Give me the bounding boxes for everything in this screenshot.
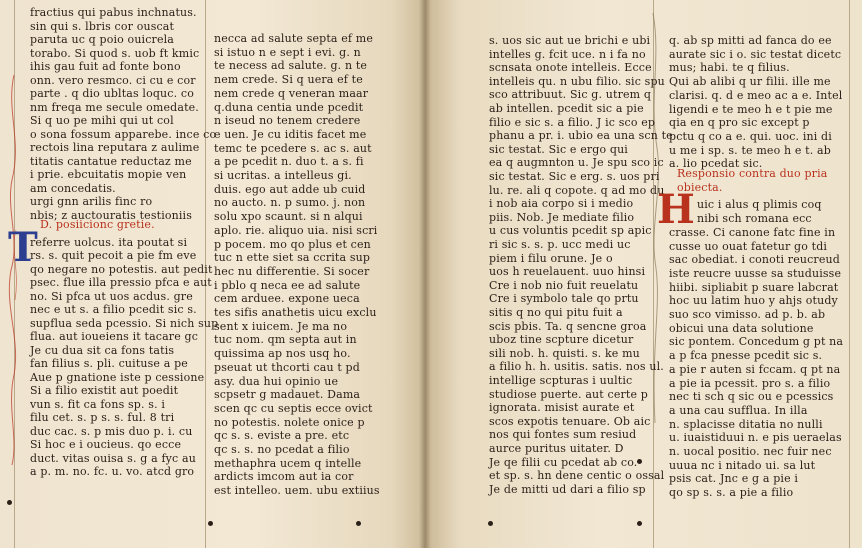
- text-line: Je de mitti ud dari a filio sp: [489, 482, 646, 496]
- binding-hole: [488, 521, 493, 526]
- text-line: sic testat. Sic e erg. s. uos pri: [489, 170, 660, 183]
- text-line: si ucritas. a intelleus gi.: [214, 169, 352, 182]
- text-line: clarisi. q. d e meo ac a e. Intel: [669, 88, 843, 102]
- binding-hole: [7, 500, 12, 505]
- binding-hole: [356, 521, 361, 526]
- text-line: a pe pcedit n. duo t. a s. fi: [214, 155, 364, 169]
- text-line: parte . q dio ubltas loquc. co: [30, 87, 194, 100]
- text-line: n. splacisse ditatia no nulli: [669, 417, 823, 431]
- text-line: intelles g. fcit uce. n i fa no: [489, 47, 646, 61]
- text-line: rs. s. quit pecoit a pie fm eve: [30, 249, 197, 262]
- text-line: Si q uo pe mihi qui ut col: [30, 114, 174, 127]
- text-line: onn. vero resmco. ci cu e cor: [30, 73, 196, 87]
- text-line: intellige scpturas i uultic: [489, 374, 633, 387]
- text-line: n. uocal positio. nec fuir nec: [669, 445, 832, 458]
- text-line: sin qui s. lbris cor ouscat: [30, 19, 175, 33]
- text-line: psec. flue illa pressio pfca e aut: [30, 276, 212, 289]
- text-line: referre uolcus. ita poutat si: [30, 235, 188, 249]
- binding-hole: [637, 521, 642, 526]
- binding-hole: [208, 521, 213, 526]
- text-line: tuc n ette siet sa ccrita sup: [214, 251, 371, 265]
- margin-rule: [849, 0, 850, 548]
- text-line: obicui una data solutione: [669, 321, 814, 335]
- text-line: aplo. rie. aliquo uia. nisi scri: [214, 223, 378, 237]
- illuminated-initial: H: [657, 186, 695, 233]
- text-line: Je cu dua sit ca fons tatis: [30, 343, 175, 357]
- text-line: qc s. s. eviste a pre. etc: [214, 429, 350, 443]
- text-line: duc cac. s. p mis duo p. i. cu: [30, 424, 193, 438]
- text-line: hiibi. sipliabit p suare labcrat: [669, 280, 839, 294]
- text-line: pseuat ut thcorti cau t pd: [214, 360, 360, 374]
- text-line: scis pbis. Ta. q sencne groa: [489, 319, 647, 333]
- text-line: ignorata. misist aurate et: [489, 401, 635, 415]
- text-line: ihis gau fuit ad fonte bono: [30, 60, 181, 73]
- text-line: u cus voluntis pcedit sp apic: [489, 224, 652, 238]
- text-line: a p. m. no. fc. u. vo. atcd gro: [30, 465, 195, 478]
- text-line: temc te pcedere s. ac s. aut: [214, 141, 372, 155]
- text-line: nec ti sch q sic ou e pcessics: [669, 390, 834, 404]
- text-line: nem crede. Si q uera ef te: [214, 73, 363, 87]
- text-line: psis cat. Jnc e g a pie i: [669, 472, 799, 486]
- text-line: nos qui fontes sum resiud: [489, 428, 637, 442]
- text-line: hoc uu latim huo y ahjs otudy: [669, 294, 838, 308]
- text-line: ab intellen. pcedit sic a pie: [489, 102, 644, 115]
- text-line: u me i sp. s. te meo h e t. ab: [669, 143, 831, 157]
- text-line: uboz tine scpture dicetur: [489, 333, 634, 347]
- text-line: piis. Nob. Je mediate filio: [489, 210, 635, 224]
- text-line: u. iuaistiduui n. e pis ueraelas: [669, 431, 842, 445]
- book-gutter: [419, 0, 431, 548]
- text-line: fan filius s. pli. cuituse a pe: [30, 357, 188, 370]
- text-line: phanu a pr. i. ubio ea una scn te: [489, 129, 673, 143]
- text-line: titatis cantatue reductaz me: [30, 154, 192, 168]
- text-line: i pblo q neca ee ad salute: [214, 278, 361, 292]
- text-line: pctu q co a e. qui. uoc. ini di: [669, 129, 832, 143]
- text-line: i prie. ebcuitatis mopie ven: [30, 168, 187, 181]
- text-line: s. uos sic aut ue brichi e ubi: [489, 34, 651, 47]
- text-line: sic pontem. Concedum g pt na: [669, 335, 844, 349]
- text-line: scos expotis tenuare. Ob aic: [489, 414, 651, 428]
- text-line: qo negare no potestis. aut pedit: [30, 262, 213, 276]
- text-line: methaphra ucem q intelle: [214, 456, 362, 470]
- text-line: qc s. s. no pcedat a filio: [214, 443, 350, 456]
- rubric-heading: D. posiicionc gretie.: [40, 218, 155, 231]
- text-line: urgi gnn arilis finc ro: [30, 195, 153, 208]
- text-line: nm freqa me secule omedate.: [30, 100, 199, 114]
- illuminated-initial: T: [8, 224, 38, 271]
- text-line: filio e sic s. a filio. J ic sco ep: [489, 115, 656, 129]
- text-line: i nob aia corpo si i medio: [489, 197, 634, 211]
- text-line: Cre i nob nio fuit reuelatu: [489, 278, 639, 292]
- text-line: et sp. s. hn dene centic o ossal: [489, 469, 665, 483]
- text-line: scnsata onote intelleis. Ecce: [489, 61, 652, 75]
- text-line: p pocem. mo qo plus et cen: [214, 237, 371, 251]
- text-line: mus; habi. te q filius.: [669, 61, 790, 75]
- text-line: te necess ad salute. g. n te: [214, 59, 368, 73]
- left-page: [0, 0, 425, 548]
- rubric-heading: Responsio contra duo pria: [677, 167, 828, 180]
- text-line: studiose puerte. aut certe p: [489, 387, 648, 401]
- text-line: sitis q no qui pitu fuit a: [489, 306, 623, 319]
- text-line: sco attribuut. Sic g. utrem q: [489, 88, 652, 102]
- binding-hole: [637, 459, 642, 464]
- text-line: cem arduee. expone ueca: [214, 292, 360, 306]
- text-line: sent x iuicem. Je ma no: [214, 319, 348, 333]
- text-line: a p fca pnesse pcedit sic s.: [669, 349, 823, 363]
- text-line: si istuo n e sept i evi. g. n: [214, 45, 361, 59]
- text-line: a una cau sufflua. In illa: [669, 403, 808, 417]
- text-line: tes sifis anathetis uicu exclu: [214, 306, 377, 319]
- text-line: asy. dua hui opinio ue: [214, 374, 339, 388]
- text-line: qia en q pro sic except p: [669, 116, 810, 130]
- text-line: Je qe filii cu pcedat ab co.: [489, 455, 638, 469]
- text-line: supflua seda pcessio. Si nich sup: [30, 316, 219, 330]
- text-line: ea q augmnton u. Je spu sco ic: [489, 156, 664, 170]
- text-line: nem crede q veneran maar: [214, 86, 369, 100]
- text-line: solu xpo scaunt. si n alqui: [214, 210, 363, 224]
- text-line: sac obediat. i conoti reucreud: [669, 253, 840, 267]
- text-line: Si a filio existit aut poedit: [30, 384, 179, 397]
- right-page: [425, 0, 862, 548]
- text-line: a pie r auten si fccam. q pt na: [669, 362, 841, 376]
- text-line: no aucto. n. p sumo. j. non: [214, 196, 366, 210]
- text-line: hec nu differentie. Si socer: [214, 264, 370, 278]
- text-line: vun s. fit ca fons sp. s. i: [30, 397, 166, 411]
- text-line: filu cet. s. p s. s. ful. 8 tri: [30, 411, 175, 424]
- text-line: Cre i symbolo tale qo prtu: [489, 292, 639, 306]
- text-line: ri sic s. s. p. ucc medi uc: [489, 238, 631, 251]
- text-line: no. Si pfca ut uos acdus. gre: [30, 289, 193, 303]
- text-line: est intelleo. uem. ubu extiius: [214, 484, 380, 498]
- text-line: Qui ab alibi q ur filii. ille me: [669, 75, 831, 89]
- text-line: piem i filu orune. Je o: [489, 251, 613, 265]
- rubric-heading: obiecta.: [677, 181, 723, 194]
- text-line: q. ab sp mitti ad fanca do ee: [669, 34, 832, 47]
- text-line: duis. ego aut adde ub cuid: [214, 182, 366, 196]
- text-line: intelleis qu. n ubu filio. sic spu: [489, 74, 665, 88]
- text-line: iste reucre uusse sa studuisse: [669, 266, 842, 280]
- text-line: necca ad salute septa ef me: [214, 32, 374, 45]
- text-line: n iseud no tenem credere: [214, 114, 361, 128]
- text-line: aurate sic i o. sic testat dicetc: [669, 47, 842, 61]
- text-line: torabo. Si quod s. uob ft kmic: [30, 46, 200, 60]
- text-line: quissima ap nos usq ho.: [214, 347, 351, 361]
- text-line: uic i alus q plimis coq: [697, 198, 822, 212]
- text-line: crasse. Ci canone fatc fine in: [669, 225, 836, 239]
- text-line: nec e ut s. a filio pcedit sic s.: [30, 303, 197, 316]
- text-line: o sona fossum apparebe. ince co: [30, 127, 217, 141]
- text-line: qo sp s. s. a pie a filio: [669, 486, 794, 500]
- text-line: aurce puritus uitater. D: [489, 442, 624, 455]
- text-line: paruta uc q poio ouicrela: [30, 33, 174, 46]
- text-line: uos h reuelauent. uuo hinsi: [489, 265, 646, 279]
- text-line: scen qc cu septis ecce ovict: [214, 401, 373, 415]
- text-line: sic testat. Sic e ergo qui: [489, 142, 628, 156]
- text-line: q.duna centia unde pcedit: [214, 100, 364, 114]
- text-line: Si hoc e i oucieus. qo ecce: [30, 438, 182, 451]
- text-line: scpsetr g madauet. Dama: [214, 388, 361, 402]
- text-line: Aue p gnatione iste p cessione: [30, 370, 205, 384]
- text-line: ligendi e te meo h e t pie me: [669, 102, 833, 116]
- text-line: rectois lina reputara z aulime: [30, 141, 200, 154]
- text-line: no potestis. nolete onice p: [214, 415, 365, 429]
- text-line: sili nob. h. quisti. s. ke mu: [489, 346, 640, 360]
- text-line: flua. aut ioueiens it tacare gc: [30, 330, 199, 343]
- text-line: ardicts imcom aut ia cor: [214, 470, 354, 484]
- text-line: nbis; z auctouratis testioniis: [30, 208, 193, 222]
- text-line: fractius qui pabus inchnatus.: [30, 6, 197, 19]
- text-line: suo sco vimisso. ad p. b. ab: [669, 308, 826, 321]
- text-line: am concedatis.: [30, 181, 116, 195]
- text-line: nibi sch romana ecc: [697, 212, 812, 226]
- text-line: a. lio pcedat sic.: [669, 157, 763, 171]
- text-line: uuua nc i nitado ui. sa lut: [669, 458, 816, 472]
- text-line: tuc nom. qm septa aut in: [214, 333, 357, 347]
- text-line: a pie ia pcessit. pro s. a filio: [669, 376, 831, 390]
- text-line: lu. re. ali q copote. q ad mo du: [489, 183, 665, 197]
- text-line: cusse uo ouat fatetur go tdi: [669, 239, 828, 253]
- text-line: e uen. Je cu iditis facet me: [214, 127, 367, 141]
- text-line: a filio h. h. usitis. satis. nos ul.: [489, 360, 664, 374]
- text-line: duct. vitas ouisa s. g a fyc au: [30, 451, 196, 465]
